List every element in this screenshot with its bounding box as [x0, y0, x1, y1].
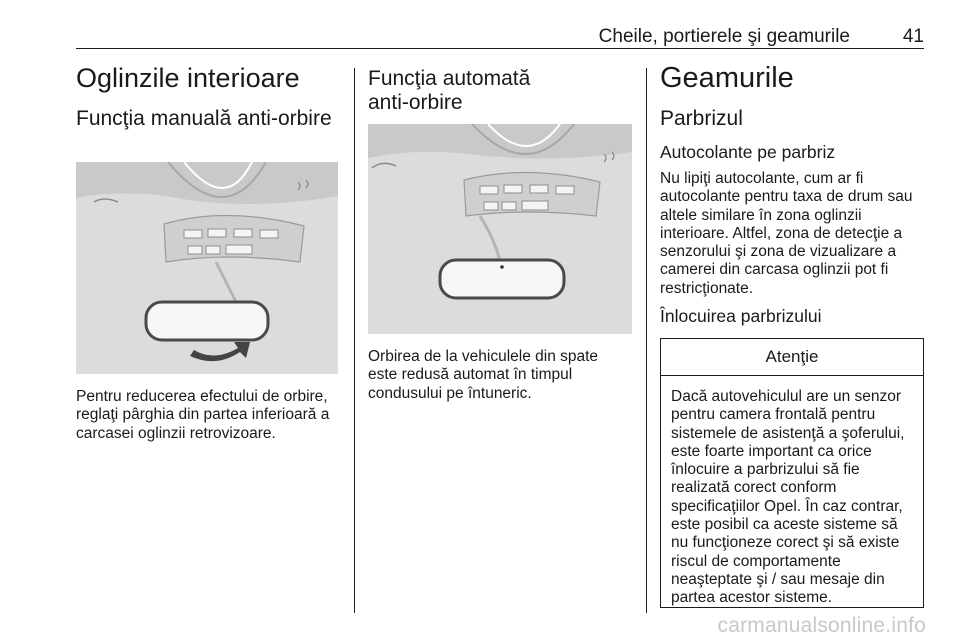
page-number: 41	[902, 26, 924, 47]
notice-title: Atenţie	[661, 339, 923, 376]
manual-body-text: Pentru reducerea efectului de orbire, reglaţi pârghia din partea inferioară a carcasei oglinzii retrovizoare.	[76, 388, 330, 442]
auto-mirror-illustration	[368, 124, 632, 334]
section-heading: Geamurile	[660, 62, 794, 94]
section-heading-line1: Funcţia automată	[368, 67, 531, 90]
subsection-heading: Funcţia manuală anti-orbire	[76, 107, 332, 130]
column-divider-2	[646, 68, 647, 613]
subsection-heading: Parbrizul	[660, 107, 743, 130]
column-divider-1	[354, 68, 355, 613]
stickers-body-text: Nu lipiţi autocolante, cum ar fi autocolante pentru taxa de drum sau altele similare în zona oglinzii interioare. Altfel, zona de detecţie a senzorului şi zona de vizualizare a camerei din carcasa oglinzii pot fi restricţionate.	[660, 170, 913, 297]
auto-body-text: Orbirea de la vehiculele din spate este redusă automat în timpul condusului pe întuneric.	[368, 348, 599, 402]
watermark: carmanualsonline.info	[717, 614, 926, 637]
page-header	[76, 26, 924, 49]
notice-body-text: Dacă autovehiculul are un senzor pentru camera frontală pentru sistemele de asistenţă a şoferului, este foarte important ca orice înlocuire a parbrizului să fie realizată corect conform specificaţiilor Opel. În caz contrar, este posibil ca aceste sisteme să nu funcţioneze corect şi să existe riscul de comportamente neaşteptate şi / sau mesaje din partea acestor sisteme.	[671, 388, 905, 607]
manual-mirror-illustration	[76, 162, 338, 374]
running-title: Cheile, portierele şi geamurile	[598, 26, 850, 47]
windscreen-replacement-heading: Înlocuirea parbrizului	[660, 306, 822, 326]
notice-box	[660, 338, 924, 608]
stickers-heading: Autocolante pe parbriz	[660, 142, 836, 162]
section-heading-line2: anti-orbire	[368, 91, 463, 114]
section-heading: Oglinzile interioare	[76, 63, 300, 93]
